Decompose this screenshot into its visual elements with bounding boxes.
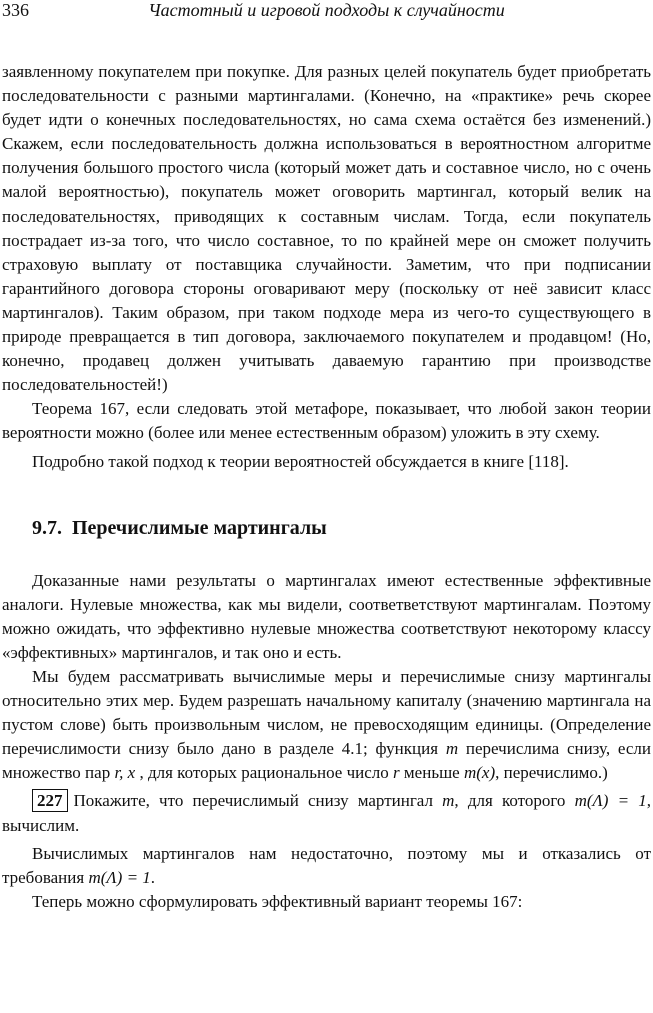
paragraph-continued: заявленному покупателем при покупке. Для разных целей покупатель будет приобретать последовательности с разными мартингалами. (Конечно, на «практике» речь скорее будет идти о конечных последовательностях, но сама схема остаётся без изменений.) Скажем, если последовательность должна использоваться в вероятностном алгоритме получения большого простого числа (который может дать и составное число, но с очень малой вероятностью), покупатель может оговорить мартингал, который велик на последовательностях, приводящих к составным числам. Тогда, если покупатель пострадает из-за того, что число составное, то по крайней мере он сможет получить страховую выплату от поставщика случайности. Заметим, что при подписании гарантийного договора стороны оговаривают меру (поскольку от неё зависит класс мартингалов). Таким образом, при таком подходе мера из чего-то существующего в природе превращается в тип договора, заключаемого покупателем и продавцом! (Но, конечно, продавец должен учитывать даваемую гарантию при производстве последовательностей!): [2, 62, 651, 395]
paragraph-theorem-lead: Теперь можно сформулировать эффективный вариант теоремы 167:: [32, 891, 523, 911]
math-r: r: [393, 763, 400, 783]
paragraph-requirement: Вычислимых мартингалов нам недостаточно, поэтому мы и отказались от требования m(Λ) = 1.: [2, 843, 651, 887]
exercise: 227 Покажите, что перечислимый снизу мартингал m, для которого m(Λ) = 1, вычислим.: [2, 791, 651, 835]
math-rx: r, x: [114, 763, 136, 783]
paragraph-theorem-note: Теорема 167, если следовать этой метафоре, показывает, что любой закон теории вероятности можно (более или менее естественным образом) уложить в эту схему.: [2, 399, 651, 443]
math-m: m: [445, 739, 459, 759]
section-title: Перечислимые мартингалы: [72, 516, 327, 539]
math-formula: m(Λ) = 1: [88, 867, 151, 887]
math-m: m: [442, 791, 455, 811]
running-title: Частотный и игровой подходы к случайности: [148, 0, 505, 20]
math-mx: m(x): [463, 763, 496, 783]
page-body: [2, 60, 651, 914]
exercise-number-box: 227: [32, 789, 68, 812]
section-number: 9.7.: [32, 516, 62, 539]
page-number: 336: [2, 0, 29, 20]
paragraph-definition: Мы будем рассматривать вычислимые меры и перечислимые снизу мартингалы относительно этих мер. Будем разрешать начальному капиталу (значению мартингала на пустом слове) быть произвольным числом, не превосходящим единицы. (Определение перечислимости снизу было дано в разделе 4.1; функция m перечислима снизу, если множество пар r, x , для которых рациональное число r меньше m(x), перечислимо.): [2, 666, 651, 783]
section-heading: [32, 514, 651, 542]
paragraph-intro: Доказанные нами результаты о мартингалах имеют естественные эффективные аналоги. Нулевые множества, как мы видели, соответветствуют мартингалам. Поэтому можно ожидать, что эффективно нулевые множества соответствуют некоторому классу «эффективных» мартингалов, и так оно и есть.: [2, 570, 651, 662]
paragraph-reference: Подробно такой подход к теории вероятностей обсуждается в книге [118].: [32, 451, 569, 471]
math-formula: m(Λ) = 1: [574, 791, 647, 811]
